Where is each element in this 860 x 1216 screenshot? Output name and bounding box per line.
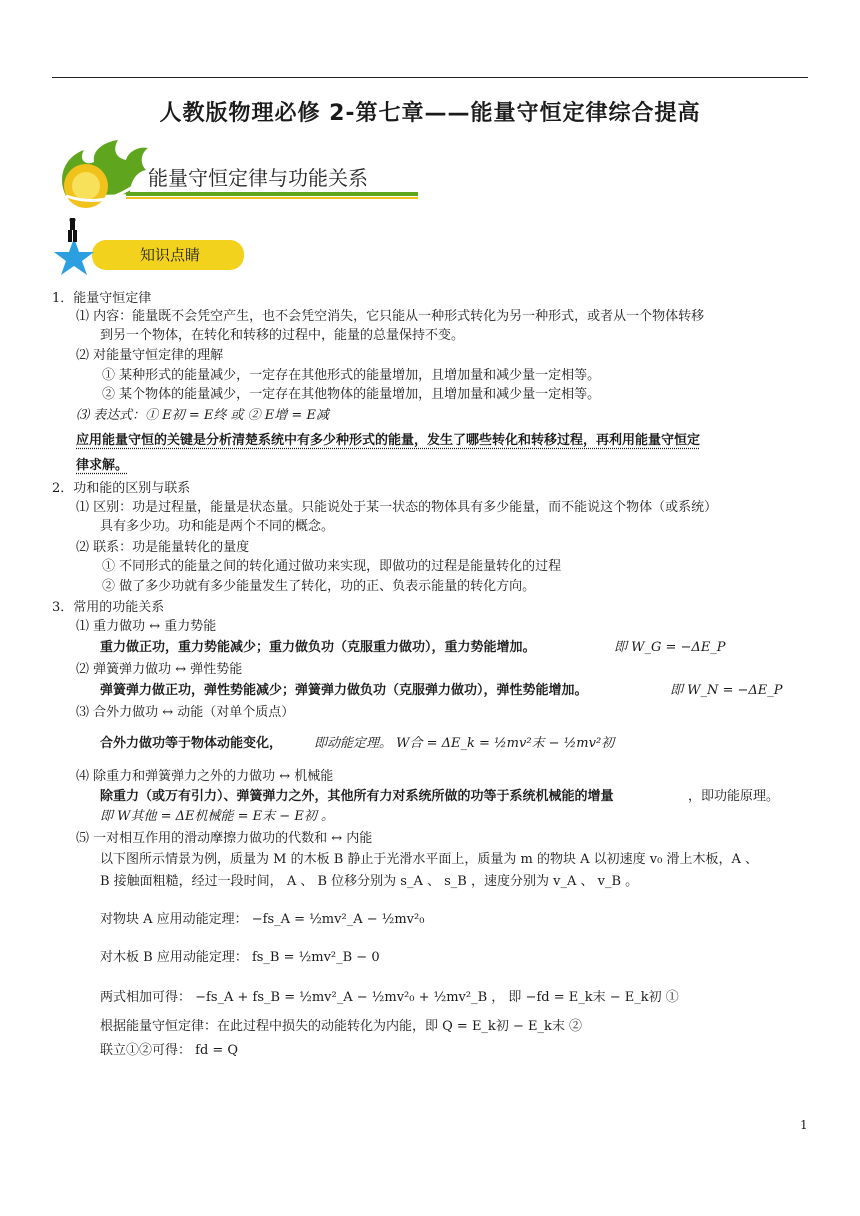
- header-rule: [52, 77, 808, 78]
- text-line: 以下图所示情景为例，质量为 M 的木板 B 静止于光滑水平面上，质量为 m 的物块 A 以初速度 v₀ 滑上木板，A 、: [100, 852, 758, 867]
- knowledge-badge-label: 知识点睛: [140, 246, 201, 264]
- knowledge-badge: [52, 218, 252, 276]
- formula-inline: 即动能定理。 W合 = ΔE_k = ½mv²末 − ½mv²初: [314, 736, 615, 751]
- bold-line: 除重力（或万有引力）、弹簧弹力之外，其他所有力对系统所做的功等于系统机械能的增量: [100, 789, 614, 804]
- text-line: 具有多少功。功和能是两个不同的概念。: [100, 519, 335, 534]
- text-line: ① 某种形式的能量减少，一定存在其他形式的能量增加，且增加量和减少量一定相等。: [102, 368, 601, 383]
- text-line: B 接触面粗糙，经过一段时间， A 、 B 位移分别为 s_A 、 s_B ，速度分别为 v_A 、 v_B 。: [100, 874, 639, 889]
- text-line: 到另一个物体，在转化和转移的过程中，能量的总量保持不变。: [100, 328, 465, 343]
- formula-line: 两式相加可得： −fs_A + fs_B = ½mv²_A − ½mv²₀ + ½mv²_B ， 即 −fd = E_k末 − E_k初 ①: [100, 990, 679, 1005]
- text-line: ⑶ 合外力做功 ↔ 动能（对单个质点）: [76, 705, 295, 720]
- text-line: ② 做了多少功就有多少能量发生了转化，功的正、负表示能量的转化方向。: [102, 579, 536, 594]
- formula-line: 根据能量守恒定律：在此过程中损失的动能转化为内能，即 Q = E_k初 − E_k末 ②: [100, 1019, 582, 1034]
- formula-line: 联立①②可得： fd = Q: [100, 1043, 239, 1058]
- text-line: ⑵ 弹簧弹力做功 ↔ 弹性势能: [76, 662, 243, 677]
- text-inline: ，即功能原理。: [688, 789, 780, 804]
- key-point-line: 应用能量守恒的关键是分析清楚系统中有多少种形式的能量，发生了哪些转化和转移过程，再利用能量守恒定: [76, 433, 701, 448]
- text-line: ⑴ 重力做功 ↔ 重力势能: [76, 619, 217, 634]
- document-title: 人教版物理必修 2-第七章——能量守恒定律综合提高: [159, 101, 701, 126]
- formula-inline: 即 W_G = −ΔE_P: [614, 640, 726, 655]
- text-line: ① 不同形式的能量之间的转化通过做功来实现，即做功的过程是能量转化的过程: [102, 559, 562, 574]
- formula-line: 即 W其他 = ΔE机械能 = E末 − E初 。: [100, 809, 334, 824]
- page-number: 1: [800, 1118, 808, 1132]
- section-banner-title: 能量守恒定律与功能关系: [148, 166, 368, 190]
- bold-line: 弹簧弹力做正功，弹性势能减少；弹簧弹力做负功（克服弹力做功），弹性势能增加。: [100, 683, 588, 698]
- text-line: ⑴ 区别：功是过程量，能量是状态量。只能说处于某一状态的物体具有多少能量，而不能说这个物体（或系统）: [76, 500, 718, 515]
- bold-line: 重力做正功，重力势能减少；重力做负功（克服重力做功），重力势能增加。: [100, 640, 536, 655]
- text-line: ② 某个物体的能量减少，一定存在其他物体的能量增加，且增加量和减少量一定相等。: [102, 387, 601, 402]
- text-line: ⑵ 对能量守恒定律的理解: [76, 348, 224, 363]
- heading-2: 2．功和能的区别与联系: [52, 481, 191, 496]
- formula-line: 对木板 B 应用动能定理： fs_B = ½mv²_B − 0: [100, 950, 380, 965]
- bold-line: 合外力做功等于物体动能变化，: [100, 736, 283, 751]
- formula-inline: 即 W_N = −ΔE_P: [670, 683, 783, 698]
- text-line: ⑵ 联系：功是能量转化的量度: [76, 540, 250, 555]
- text-line: ⑸ 一对相互作用的滑动摩擦力做功的代数和 ↔ 内能: [76, 831, 373, 846]
- formula-line: ⑶ 表达式：① E初 = E终 或 ② E增 = E减: [76, 408, 329, 423]
- text-line: ⑷ 除重力和弹簧弹力之外的力做功 ↔ 机械能: [76, 769, 334, 784]
- text-line: ⑴ 内容：能量既不会凭空产生，也不会凭空消失，它只能从一种形式转化为另一种形式，或者从一个物体转移: [76, 309, 705, 324]
- key-point-line: 律求解。: [76, 458, 129, 473]
- heading-3: 3．常用的功能关系: [52, 600, 165, 615]
- section-banner: [56, 136, 426, 212]
- formula-line: 对物块 A 应用动能定理： −fs_A = ½mv²_A − ½mv²₀: [100, 912, 425, 927]
- heading-1: 1．能量守恒定律: [52, 291, 152, 306]
